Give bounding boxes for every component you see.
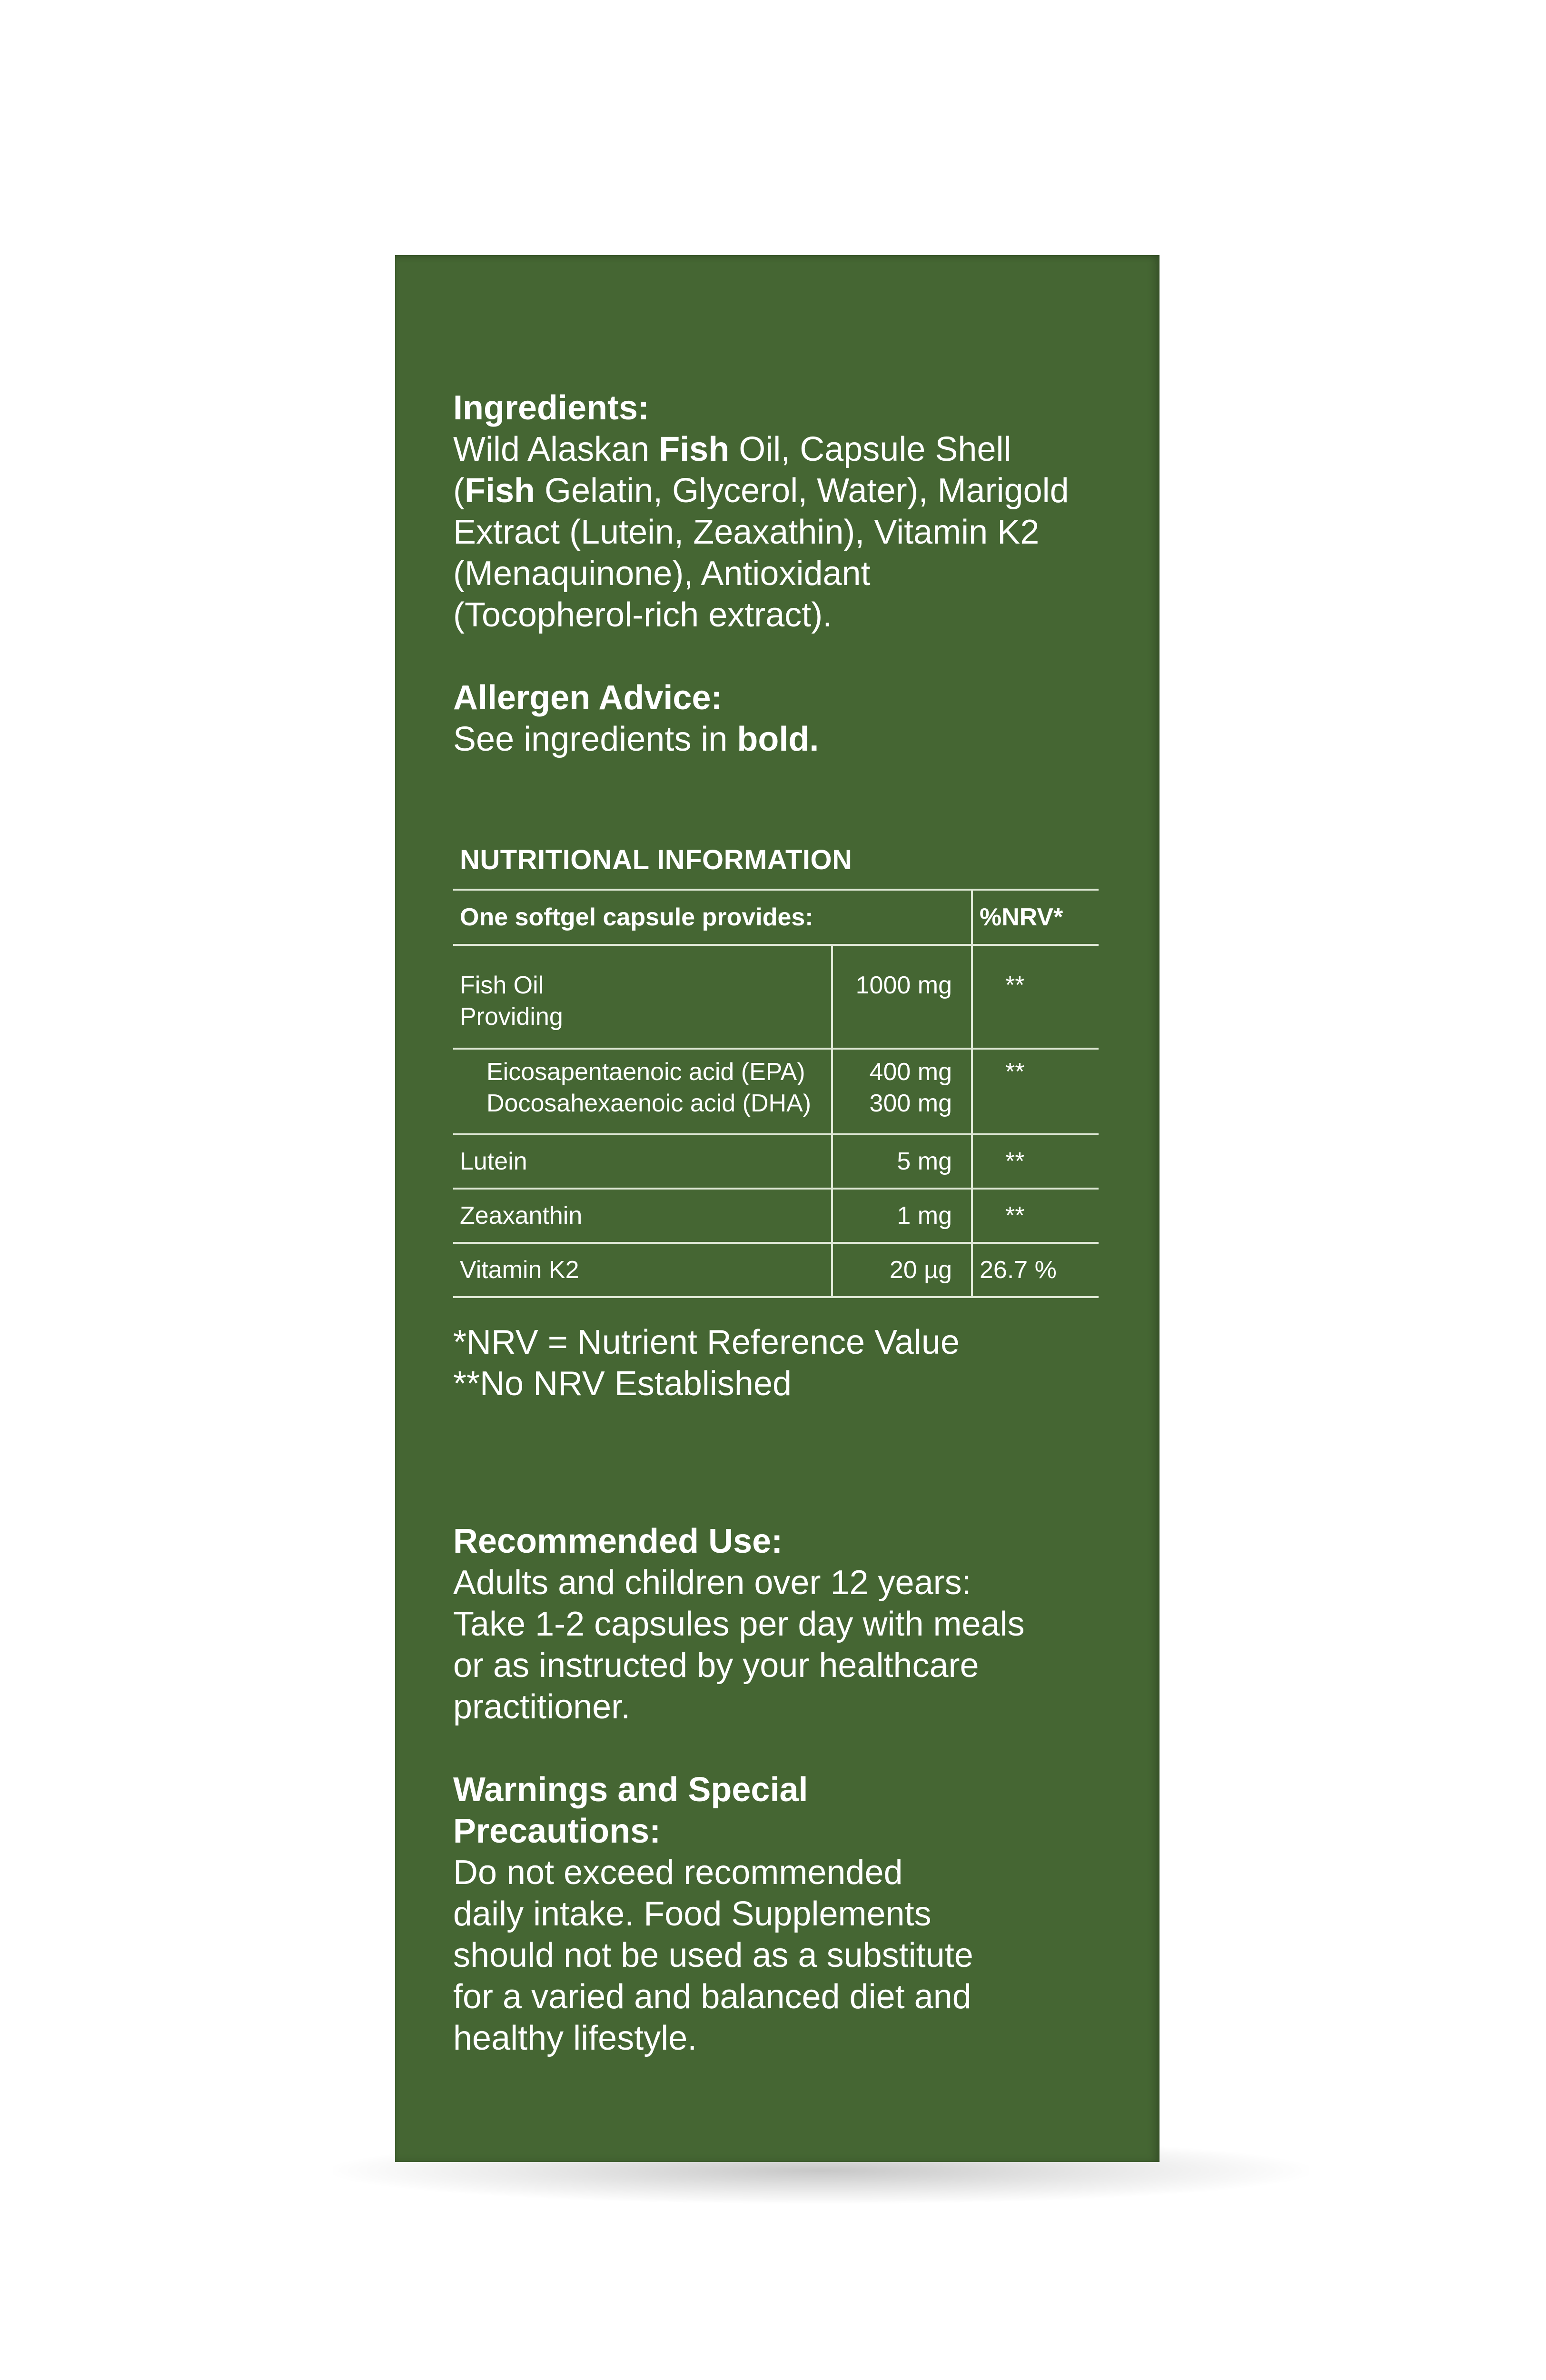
nutrient-amount: 1 mg	[832, 1189, 972, 1243]
ingredients-line-5: (Tocopherol-rich extract).	[453, 596, 832, 634]
nutrition-table	[453, 889, 1099, 1298]
nutrient-amount-epa: 400 mg	[869, 1058, 952, 1086]
ingredients-text-1: Wild Alaskan	[453, 430, 659, 468]
warnings-line-5: healthy lifestyle.	[453, 2019, 697, 2057]
nutrient-label	[453, 1049, 832, 1134]
nutrient-nrv-value: **	[1005, 1058, 1025, 1086]
allergen-text-bold: bold.	[737, 720, 819, 758]
warnings-line-3: should not be used as a substitute	[453, 1936, 973, 1974]
nutrient-label: Vitamin K2	[453, 1243, 832, 1297]
allergen-text	[453, 719, 1110, 760]
footnote-nrv: *NRV = Nutrient Reference Value	[453, 1323, 960, 1361]
panel-content	[453, 387, 1110, 2059]
ingredients-text-2: Oil, Capsule Shell	[729, 430, 1011, 468]
recommended-line-4: practitioner.	[453, 1688, 631, 1726]
nutrient-nrv	[972, 945, 1099, 1049]
nutrient-nrv	[972, 1134, 1099, 1189]
warnings-line-2: daily intake. Food Supplements	[453, 1895, 932, 1933]
recommended-line-1: Adults and children over 12 years:	[453, 1564, 971, 1602]
nutrient-label	[453, 945, 832, 1049]
allergen-heading: Allergen Advice:	[453, 679, 723, 717]
nutrition-header-row	[453, 890, 1099, 945]
nutrient-nrv-value: **	[1005, 1148, 1025, 1175]
nutrient-nrv-value: **	[1005, 1202, 1025, 1230]
ingredients-text-4: Gelatin, Glycerol, Water), Marigold	[535, 472, 1069, 510]
warnings-heading-1: Warnings and Special	[453, 1771, 808, 1809]
footnote-no-nrv: **No NRV Established	[453, 1365, 792, 1403]
ingredients-line-2	[453, 472, 1069, 510]
nutrient-subname: Providing	[460, 1003, 563, 1031]
nutrient-name-dha: Docosahexaenoic acid (DHA)	[486, 1090, 812, 1117]
warnings-line-4: for a varied and balanced diet and	[453, 1978, 971, 2016]
allergen-text-plain: See ingredients in	[453, 720, 737, 758]
ingredients-text	[453, 429, 1110, 636]
nutrition-title: NUTRITIONAL INFORMATION	[460, 844, 852, 875]
nutrient-name-epa: Eicosapentaenoic acid (EPA)	[486, 1058, 805, 1086]
table-row	[453, 1189, 1099, 1243]
nutrient-amount	[832, 1049, 972, 1134]
nutrient-nrv: 26.7 %	[972, 1243, 1099, 1297]
nutrient-nrv	[972, 1189, 1099, 1243]
nutrient-label: Zeaxanthin	[453, 1189, 832, 1243]
ingredients-text-3: (	[453, 472, 465, 510]
table-row	[453, 945, 1099, 1049]
nutrient-nrv	[972, 1049, 1099, 1134]
ingredients-line-3: Extract (Lutein, Zeaxathin), Vitamin K2	[453, 513, 1040, 551]
warnings-text	[453, 1852, 1110, 2059]
nutrient-amount: 20 µg	[832, 1243, 972, 1297]
product-box-side-panel	[395, 255, 1160, 2162]
ingredients-line-4: (Menaquinone), Antioxidant	[453, 555, 871, 593]
nutrient-amount-dha: 300 mg	[869, 1090, 952, 1117]
nutrition-header-label: One softgel capsule provides:	[453, 890, 972, 945]
nutrient-nrv-value: **	[1005, 972, 1025, 999]
allergen-fish-2: Fish	[464, 472, 535, 510]
recommended-use-heading: Recommended Use:	[453, 1522, 783, 1560]
recommended-line-3: or as instructed by your healthcare	[453, 1646, 979, 1685]
nutrient-amount: 1000 mg	[832, 945, 972, 1049]
nutrient-amount: 5 mg	[832, 1134, 972, 1189]
nutrient-label: Lutein	[453, 1134, 832, 1189]
warnings-heading-2: Precautions:	[453, 1812, 661, 1850]
recommended-line-2: Take 1-2 capsules per day with meals	[453, 1605, 1025, 1643]
nutrition-header-nrv: %NRV*	[972, 890, 1099, 945]
warnings-line-1: Do not exceed recommended	[453, 1854, 903, 1892]
table-row	[453, 1134, 1099, 1189]
ingredients-line-1	[453, 430, 1011, 468]
nutrient-name: Fish Oil	[460, 972, 544, 999]
table-row	[453, 1049, 1099, 1134]
recommended-use-text	[453, 1562, 1110, 1728]
allergen-fish-1: Fish	[659, 430, 730, 468]
ingredients-heading: Ingredients:	[453, 389, 650, 427]
table-row	[453, 1243, 1099, 1297]
